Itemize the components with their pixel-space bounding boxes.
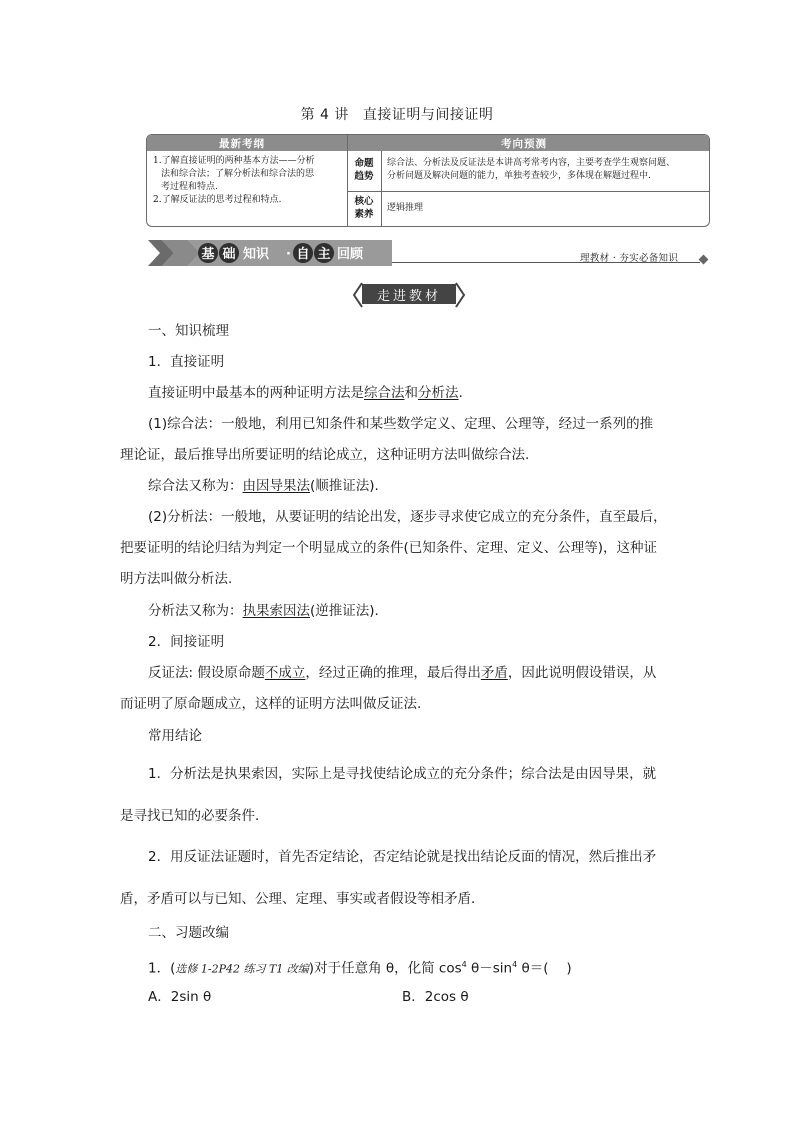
conclusion-1-line-2: 是寻找已知的必要条件． <box>120 808 269 824</box>
paragraph-analysis-1: (2)分析法：一般地，从要证明的结论出发，逐步寻求使它成立的充分条件，直至最后， <box>148 509 667 525</box>
banner-char-4: 自 <box>296 247 310 262</box>
paragraph-contradiction-2: 而证明了原命题成立，这样的证明方法叫做反证法. <box>120 696 422 712</box>
conclusion-2-line-1: 2．用反证法证题时，首先否定结论，否定结论就是找出结论反面的情况，然后推出矛 <box>148 849 657 865</box>
banner-tagline: 理教材 · 夯实必备知识 <box>580 253 679 264</box>
subheading-indirect-proof: 2．间接证明 <box>148 634 225 650</box>
header-syllabus: 最新考纲 <box>219 138 265 150</box>
walk-in-textbook-badge: 走进教材 <box>352 282 466 308</box>
section-banner <box>148 238 392 268</box>
paragraph-synthesis-2: 理论证，最后推导出所要证明的结论成立，这种证明方法叫做综合法. <box>120 447 530 463</box>
banner-char-6: 回顾 <box>337 247 364 262</box>
banner-dot: · <box>286 247 291 262</box>
paragraph-contradiction-1: 反证法: 假设原命题不成立，经过正确的推理，最后得出矛盾，因此说明假设错误，从 <box>148 665 657 681</box>
syllabus-text: 1.了解直接证明的两种基本方法——分析 法和综合法；了解分析法和综合法的思 考过程和特点. 2.了解反证法的思考过程和特点. <box>153 156 315 205</box>
literacy-text: 逻辑推理 <box>387 203 424 213</box>
exercise-1: 1．(选修 1-2P42 练习 T1 改编)对于任意角 θ，化简 $\cos^4 \theta-\sin^4$ θ＝( ) <box>148 960 572 977</box>
section-heading-2: 二、习题改编 <box>148 925 229 941</box>
paragraph-synthesis-1: (1)综合法：一般地，利用已知条件和某些数学定义、定理、公理等，经过一系列的推 <box>148 416 654 432</box>
syllabus-table <box>146 134 710 227</box>
lecture-topic: 直接证明与间接证明 <box>362 107 494 123</box>
option-b: B．2cos θ <box>402 989 469 1005</box>
subheading-direct-proof: 1．直接证明 <box>148 354 225 370</box>
table-header <box>147 135 709 151</box>
banner-char-1: 基 <box>201 247 215 262</box>
literacy-label: 核心 素养 <box>354 196 374 220</box>
banner-char-5: 主 <box>317 247 331 262</box>
section-heading-1: 一、知识梳理 <box>148 323 229 339</box>
paragraph-analysis-3: 明方法叫做分析法. <box>120 571 233 587</box>
header-forecast: 考向预测 <box>501 138 547 150</box>
trend-text: 综合法、分析法及反证法是本讲高考常考内容，主要考查学生观察问题、 分析问题及解决问题的能力，单独考查较少，多体现在解题过程中. <box>387 158 676 181</box>
subheading-common-conclusions: 常用结论 <box>148 728 202 744</box>
paragraph-direct-methods: 直接证明中最基本的两种证明方法是综合法和分析法. <box>148 385 463 401</box>
paragraph-analysis-alias: 分析法又称为：执果索因法(逆推证法). <box>148 603 379 619</box>
banner-char-2: 础 <box>222 247 236 262</box>
paragraph-analysis-2: 把要证明的结论归结为判定一个明显成立的条件(已知条件、定理、定义、公理等)，这种证 <box>120 540 658 556</box>
conclusion-1-line-1: 1．分析法是执果索因，实际上是寻找使结论成立的充分条件；综合法是由因导果，就 <box>148 766 657 782</box>
conclusion-2-line-2: 盾，矛盾可以与已知、公理、定理、事实或者假设等相矛盾． <box>120 891 485 907</box>
exercise-source: 选修 1-2P42 练习 T1 改编 <box>175 962 309 976</box>
paragraph-synthesis-alias: 综合法又称为：由因导果法(顺推证法). <box>148 478 379 494</box>
option-a: A．2sin θ <box>148 989 212 1005</box>
diamond-icon <box>699 255 709 265</box>
banner-char-3: 知识 <box>243 247 270 262</box>
page-title <box>0 104 794 124</box>
trend-label: 命题 趋势 <box>354 158 374 182</box>
lecture-number: 第 4 讲 <box>300 107 349 123</box>
